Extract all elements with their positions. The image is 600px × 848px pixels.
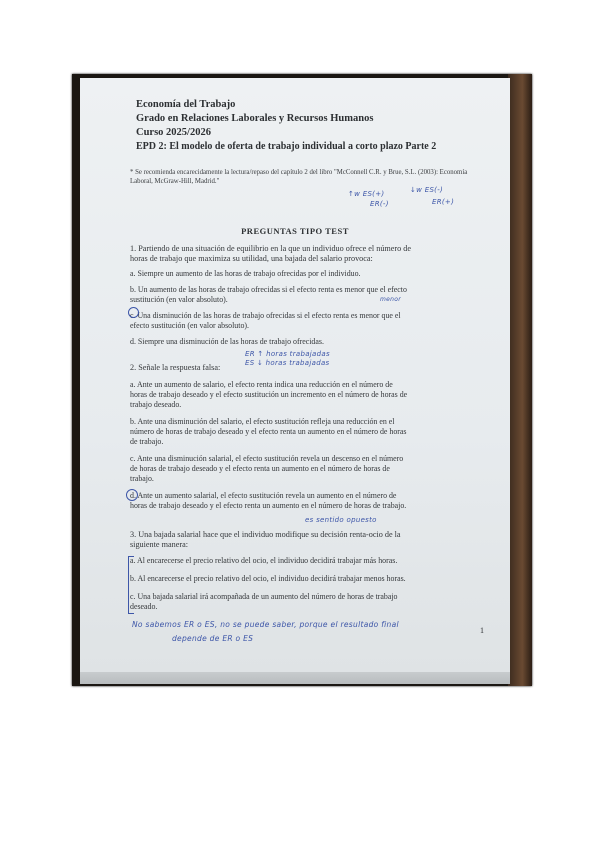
q1-option-c-line-2: efecto sustitución (en valor absoluto). xyxy=(130,321,249,330)
q2-option-b-line-3: de trabajo. xyxy=(130,437,164,446)
q2-option-a-line-1: a. Ante un aumento de salario, el efecto renta indica una reducción en el número de xyxy=(130,380,393,389)
q1-option-b-line-1: b. Un aumento de las horas de trabajo ofrecidas si el efecto renta es menor que el efecto xyxy=(130,285,407,294)
handwritten-q2d-note: es sentido opuesto xyxy=(305,516,377,524)
handwritten-formula-d: ER(+) xyxy=(432,198,455,206)
q3-option-b: b. Al encarecerse el precio relativo del ocio, el individuo decidirá trabajar menos horas. xyxy=(130,574,406,583)
academic-year: Curso 2025/2026 xyxy=(136,127,211,138)
document-sheet xyxy=(80,78,510,672)
q3-option-c-line-1: c. Una bajada salarial irá acompañada de un aumento del número de horas de trabajo xyxy=(130,592,398,601)
q2-option-c-line-2: de horas de trabajo deseado y el efecto renta un aumento en el número de horas de xyxy=(130,464,390,473)
q2-option-c-line-1: c. Ante una disminución salarial, el efecto sustitución revela un descenso en el número xyxy=(130,454,404,463)
degree-title: Grado en Relaciones Laborales y Recursos Humanos xyxy=(136,113,374,124)
page-number: 1 xyxy=(480,626,484,635)
answer-circle-q2 xyxy=(126,489,138,501)
handwritten-formula-b: ER(-) xyxy=(370,200,389,208)
epd-title: EPD 2: El modelo de oferta de trabajo individual a corto plazo Parte 2 xyxy=(136,141,437,152)
handwritten-formula-a: ↑w ES(+) xyxy=(348,190,385,198)
q1-option-d: d. Siempre una disminución de las horas de trabajo ofrecidas. xyxy=(130,337,324,346)
handwritten-footer-1: No sabemos ER o ES, no se puede saber, porque el resultado final xyxy=(132,620,399,629)
q2-option-d-line-1: d. Ante un aumento salarial, el efecto sustitución revela un aumento en el número de xyxy=(130,491,397,500)
handwritten-q2-note-1: ER ↑ horas trabajadas xyxy=(245,350,330,358)
paper-edge-strip xyxy=(80,672,510,684)
handwritten-formula-c: ↓w ES(-) xyxy=(410,186,444,194)
answer-circle-q1 xyxy=(128,307,139,318)
question-3 xyxy=(130,530,490,612)
handwritten-q2-note-2: ES ↓ horas trabajadas xyxy=(245,359,330,367)
q2-option-b-line-2: número de horas de trabajo deseado y el efecto renta un aumento en el número de horas xyxy=(130,427,407,436)
wood-edge xyxy=(508,74,532,686)
question-3-line-1: 3. Una bajada salarial hace que el individuo modifique su decisión renta-ocio de la xyxy=(130,530,401,539)
q1-option-b-line-2: sustitución (en valor absoluto). xyxy=(130,295,228,304)
course-title: Economía del Trabajo xyxy=(136,99,236,110)
q3-option-a: a. Al encarecerse el precio relativo del ocio, el individuo decidirá trabajar más horas. xyxy=(130,556,398,565)
q2-option-a-line-3: trabajo deseado. xyxy=(130,400,182,409)
q1-option-a: a. Siempre un aumento de las horas de trabajo ofrecidas por el individuo. xyxy=(130,269,361,278)
question-2-line-1: 2. Señale la respuesta falsa: xyxy=(130,363,221,372)
q1-option-c-line-1: c. Una disminución de las horas de trabajo ofrecidas si el efecto renta es menor que el xyxy=(130,311,401,320)
q2-option-a-line-2: horas de trabajo deseado y el efecto sustitución un incremento en el número de horas de xyxy=(130,390,408,399)
question-1 xyxy=(130,244,490,347)
q2-option-b-line-1: b. Ante una disminución del salario, el efecto sustitución refleja una reducción en el xyxy=(130,417,395,426)
section-title: PREGUNTAS TIPO TEST xyxy=(241,226,349,236)
question-1-line-2: horas de trabajo que maximiza su utilidad, una bajada del salario provoca: xyxy=(130,254,373,263)
reading-note: * Se recomienda encarecidamente la lectura/repaso del capítulo 2 del libro "McConnell C.R. y Brue, S.L. (2003): Economía Laboral, McGraw-Hill, Madrid." xyxy=(130,169,468,185)
handwritten-margin-b: menor xyxy=(380,296,401,303)
question-2 xyxy=(130,363,490,511)
question-1-line-1: 1. Partiendo de una situación de equilibrio en la que un individuo ofrece el número de xyxy=(130,244,412,253)
document-header xyxy=(136,98,476,154)
question-3-line-2: siguiente manera: xyxy=(130,540,188,549)
q2-option-c-line-3: trabajo. xyxy=(130,474,154,483)
q3-option-c-line-2: deseado. xyxy=(130,602,158,611)
handwritten-bracket xyxy=(128,556,134,614)
handwritten-footer-2: depende de ER o ES xyxy=(172,634,254,643)
q2-option-d-line-2: horas de trabajo deseado y el efecto renta un aumento en el número de horas de trabajo. xyxy=(130,501,407,510)
